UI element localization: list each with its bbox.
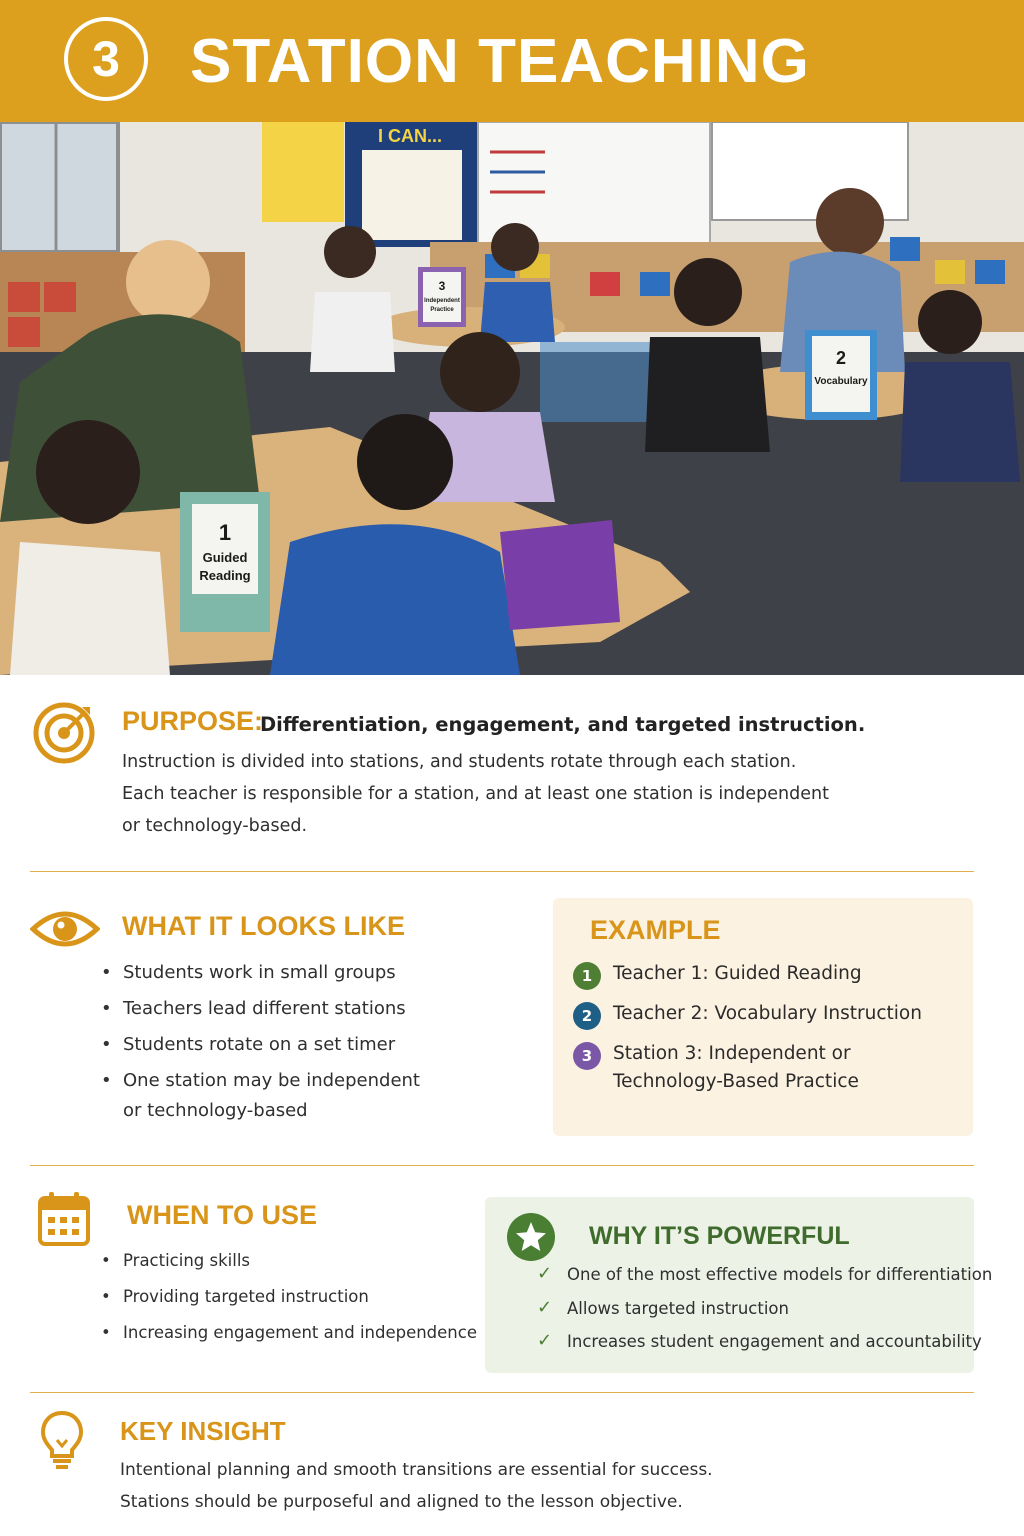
- why-powerful-title: WHY IT’S POWERFUL: [589, 1222, 850, 1250]
- example-box: EXAMPLE 1 Teacher 1: Guided Reading 2 Teacher 2: Vocabulary Instruction 3 Station 3: Independent or Technology-Based Practice: [553, 898, 973, 1136]
- section-number-badge: 3: [64, 17, 148, 101]
- number-badge-2: 2: [573, 1002, 601, 1030]
- key-insight-title: KEY INSIGHT: [120, 1416, 286, 1446]
- star-icon: [506, 1212, 556, 1266]
- why-item: ✓ Increases student engagement and accountability: [537, 1330, 982, 1351]
- sign-1-line2: Reading: [199, 568, 251, 583]
- sign-2-number: 2: [835, 348, 847, 368]
- why-item: ✓ One of the most effective models for differentiation: [537, 1263, 993, 1284]
- check-icon: ✓: [537, 1263, 553, 1284]
- insight-line: Stations should be purposeful and aligned to the lesson objective.: [120, 1492, 683, 1512]
- list-item: • Students rotate on a set timer: [101, 1030, 420, 1066]
- purpose-title: PURPOSE:: [122, 706, 264, 736]
- purpose-subtitle: Differentiation, engagement, and targeted instruction.: [260, 713, 866, 736]
- sign-3-line2: Practice: [430, 307, 454, 313]
- check-icon: ✓: [537, 1297, 553, 1318]
- eye-icon: [30, 904, 100, 958]
- list-item: • One station may be independent or technology-based: [101, 1066, 420, 1126]
- when-to-use-list: [101, 1247, 477, 1355]
- sign-3-number: 3: [438, 279, 446, 293]
- calendar-icon: [36, 1190, 92, 1252]
- section-divider: [30, 871, 974, 872]
- example-title: EXAMPLE: [590, 915, 721, 945]
- looks-like-title: WHAT IT LOOKS LIKE: [122, 911, 405, 941]
- why-item: ✓ Allows targeted instruction: [537, 1297, 789, 1318]
- list-item: • Providing targeted instruction: [101, 1283, 477, 1319]
- key-insight-text: [120, 1454, 980, 1518]
- why-powerful-box: [485, 1197, 993, 1373]
- number-badge-1: 1: [573, 962, 601, 990]
- list-item: • Increasing engagement and independence: [101, 1319, 477, 1355]
- sign-2-line1: Vocabulary: [814, 376, 868, 387]
- lightbulb-icon: [40, 1410, 84, 1476]
- page-title: STATION TEACHING: [190, 27, 810, 96]
- section-divider: [30, 1392, 974, 1393]
- i-can-board-text: I CAN...: [377, 126, 443, 146]
- purpose-line: or technology-based.: [122, 816, 308, 836]
- purpose-line: Each teacher is responsible for a station, and at least one station is independent: [122, 784, 829, 804]
- purpose-description: [122, 746, 982, 842]
- number-badge-3: 3: [573, 1042, 601, 1070]
- sign-1-number: 1: [218, 520, 232, 545]
- sign-1-line1: Guided: [202, 550, 248, 565]
- purpose-line: Instruction is divided into stations, and students rotate through each station.: [122, 752, 797, 772]
- target-icon: [32, 701, 96, 769]
- section-divider: [30, 1165, 974, 1166]
- sign-3-line1: Independent: [424, 298, 460, 304]
- insight-line: Intentional planning and smooth transitions are essential for success.: [120, 1460, 713, 1480]
- looks-like-list: [101, 958, 420, 1126]
- classroom-photo: [0, 122, 1024, 675]
- when-to-use-title: WHEN TO USE: [127, 1200, 318, 1230]
- list-item: • Students work in small groups: [101, 958, 420, 994]
- page-header: [0, 0, 1024, 122]
- list-item: • Practicing skills: [101, 1247, 477, 1283]
- list-item: • Teachers lead different stations: [101, 994, 420, 1030]
- check-icon: ✓: [537, 1330, 553, 1351]
